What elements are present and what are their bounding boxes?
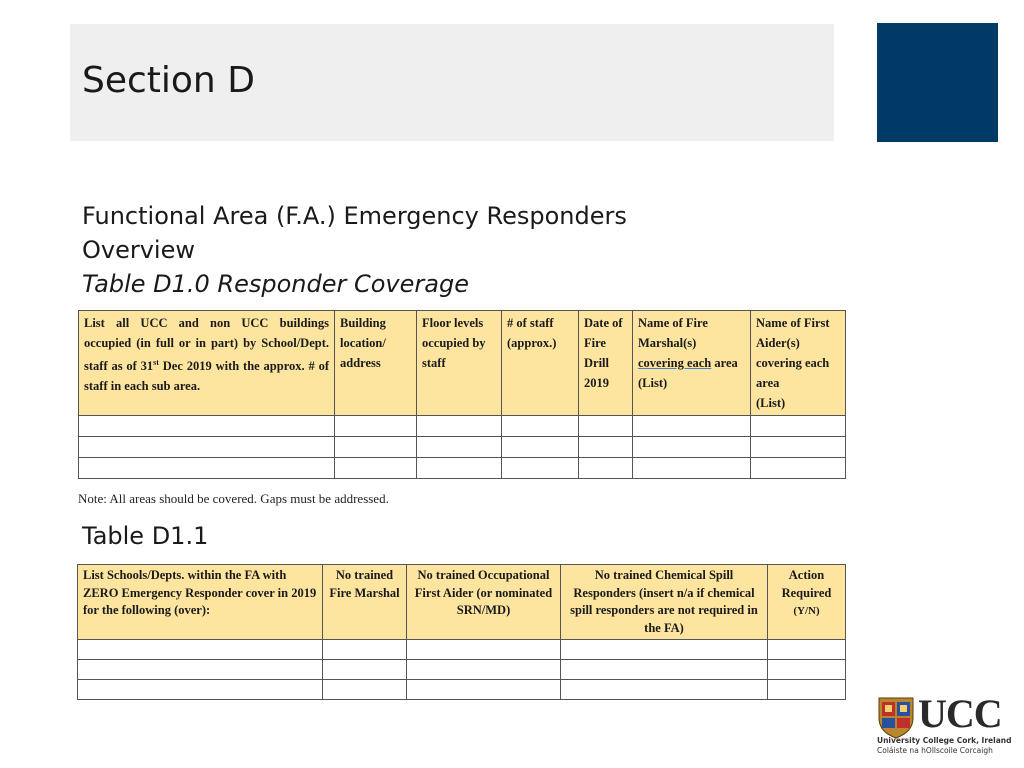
header-cell-schools: List Schools/Depts. within the FA with ZERO Emergency Responder cover in 2019 for the following (over): (78, 565, 323, 640)
table-cell[interactable] (579, 416, 633, 437)
table-row (79, 416, 846, 437)
table-cell[interactable] (768, 640, 846, 660)
table-cell[interactable] (407, 660, 561, 680)
table-cell[interactable] (417, 416, 502, 437)
table-cell[interactable] (407, 640, 561, 660)
header-cell-action-required: Action Required (Y/N) (768, 565, 846, 640)
table-cell[interactable] (502, 416, 579, 437)
page-title: Section D (82, 60, 255, 101)
zero-cover-table (77, 564, 846, 700)
table-cell[interactable] (79, 458, 335, 479)
table-row (78, 660, 846, 680)
table-cell[interactable] (79, 437, 335, 458)
table-note: Note: All areas should be covered. Gaps must be addressed. (78, 491, 389, 506)
table-cell[interactable] (768, 660, 846, 680)
table-cell[interactable] (502, 437, 579, 458)
table-cell[interactable] (407, 680, 561, 700)
table-cell[interactable] (561, 680, 768, 700)
table-cell[interactable] (78, 680, 323, 700)
header-cell-floor-levels: Floor levels occupied by staff (417, 311, 502, 416)
table-cell[interactable] (579, 458, 633, 479)
table-row (79, 458, 846, 479)
table-cell[interactable] (502, 458, 579, 479)
table-cell[interactable] (323, 660, 407, 680)
responder-coverage-table (78, 310, 846, 479)
table-cell[interactable] (768, 680, 846, 700)
header-cell-fire-marshals: Name of Fire Marshal(s) covering each area (List) (633, 311, 751, 416)
header-cell-no-chemical-spill: No trained Chemical Spill Responders (insert n/a if chemical spill responders are not required in the FA) (561, 565, 768, 640)
table-cell[interactable] (335, 437, 417, 458)
table-cell[interactable] (417, 437, 502, 458)
subtitle (82, 199, 627, 301)
table-cell[interactable] (751, 458, 846, 479)
logo-tagline-en: University College Cork, Ireland (877, 736, 1012, 745)
header-cell-no-first-aider: No trained Occupational First Aider (or nominated SRN/MD) (407, 565, 561, 640)
subtitle-line2: Overview (82, 236, 195, 264)
table-cell[interactable] (323, 640, 407, 660)
table-cell[interactable] (633, 416, 751, 437)
table-header-row (78, 565, 846, 640)
table-d1-1-label: Table D1.1 (82, 522, 209, 550)
header-cell-staff-count: # of staff (approx.) (502, 311, 579, 416)
table-cell[interactable] (561, 660, 768, 680)
table-cell[interactable] (579, 437, 633, 458)
table-cell[interactable] (79, 416, 335, 437)
header-cell-buildings: List all UCC and non UCC buildings occupied (in full or in part) by School/Dept. staff as of 31st Dec 2019 with the approx. # of staff in each sub area. (79, 311, 335, 416)
table-header-row (79, 311, 846, 416)
header-cell-first-aiders: Name of First Aider(s) covering each area (List) (751, 311, 846, 416)
table-cell[interactable] (751, 437, 846, 458)
table-cell[interactable] (78, 660, 323, 680)
table-cell[interactable] (323, 680, 407, 700)
header-cell-building-location: Building location/ address (335, 311, 417, 416)
subtitle-line1: Functional Area (F.A.) Emergency Responders (82, 202, 627, 230)
table-cell[interactable] (417, 458, 502, 479)
logo-tagline-ga: Coláiste na hOllscoile Corcaigh (877, 746, 993, 755)
brand-color-block (877, 23, 998, 142)
table-cell[interactable] (78, 640, 323, 660)
table-cell[interactable] (751, 416, 846, 437)
header-cell-no-fire-marshal: No trained Fire Marshal (323, 565, 407, 640)
table-row (79, 437, 846, 458)
table-cell[interactable] (561, 640, 768, 660)
table-cell[interactable] (633, 437, 751, 458)
table-cell[interactable] (335, 458, 417, 479)
table-row (78, 680, 846, 700)
logo-wordmark: UCC (918, 691, 1002, 736)
table-cell[interactable] (335, 416, 417, 437)
header-cell-fire-drill-date: Date of Fire Drill 2019 (579, 311, 633, 416)
subtitle-table-caption: Table D1.0 Responder Coverage (82, 270, 469, 298)
table-cell[interactable] (633, 458, 751, 479)
table-row (78, 640, 846, 660)
